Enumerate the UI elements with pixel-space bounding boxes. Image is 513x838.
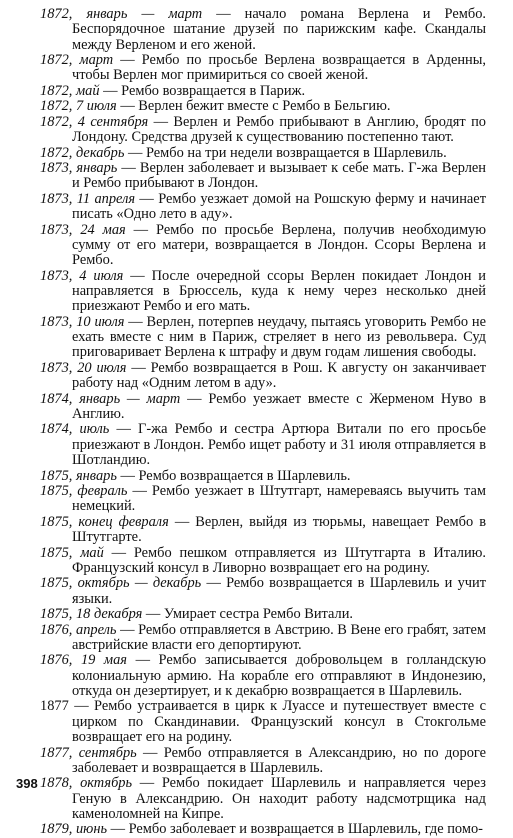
entry-text: — Рембо уезжает домой на Рошскую ферму и начинает писать «Одно лето в аду». (72, 190, 486, 223)
entry-date: 1872, декабрь (40, 144, 125, 161)
entry-date: 1879, июнь (40, 821, 108, 838)
entry-text: — Г-жа Рембо и сестра Артюра Витали по его просьбе приезжают в Лондон. Рембо ищет работу и 31 июля отправляется в Шотландию. (72, 421, 486, 469)
chronology-entry (40, 146, 486, 161)
entry-text: — Верлен заболевает и вызывает к себе мать. Г-жа Верлен и Рембо прибывают в Лондон. (72, 160, 486, 192)
entry-date: 1875, май (40, 544, 104, 561)
entry-date: 1875, январь (40, 467, 117, 484)
entry-date: 1876, апрель (40, 621, 117, 638)
chronology-entry (40, 84, 486, 99)
entry-date: 1875, конец февраля (40, 513, 169, 530)
chronology-entry (40, 484, 486, 515)
chronology-entry (40, 699, 486, 745)
entry-text: — Рембо покидает Шарлевиль и направляется через Геную в Александрию. Он находит работу надсмотрщика над каменоломней на Кипре. (72, 775, 486, 822)
entry-text: — Рембо возвращается в Рош. К августу он заканчивает работу над «Одним летом в аду». (72, 359, 487, 392)
entry-text: — начало романа Верлена и Рембо. Беспорядочное шатание друзей по парижским кафе. Скандалы между Верленом и его женой. (72, 6, 486, 53)
chronology-entry (40, 546, 486, 577)
entry-date: 1872, 7 июля (40, 98, 117, 115)
chronology-entry (40, 515, 486, 546)
entry-text: — Рембо пешком отправляется из Штутгарта в Италию. Французский консул в Ливорно возвращает его на родину. (72, 544, 486, 576)
entry-date: 1872, март (40, 52, 114, 69)
chronology-entry (40, 746, 486, 777)
chronology-entry (40, 623, 486, 654)
chronology-entry (40, 53, 486, 84)
chronology-entry (40, 223, 486, 269)
chronology-entry (40, 392, 486, 423)
entry-date: 1876, 19 мая (40, 652, 127, 669)
entry-text: — Умирает сестра Рембо Витали. (142, 606, 354, 623)
entry-text: — Рембо возвращается в Шарлевиль. (116, 467, 351, 484)
entry-text: — Верлен, выйдя из тюрьмы, навещает Рембо в Штутгарте. (72, 513, 486, 546)
entry-date: 1874, июль (40, 421, 110, 438)
entry-date: 1875, октябрь — декабрь (40, 575, 202, 592)
chronology-entry (40, 361, 486, 392)
chronology-entry (40, 192, 486, 223)
chronology-list (40, 7, 486, 838)
entry-text: — Рембо на три недели возвращается в Шарлевиль. (124, 144, 447, 161)
entry-text: — Рембо уезжает в Штутгарт, намереваясь выучить там немецкий. (72, 483, 486, 515)
entry-text: — Верлен, потерпев неудачу, пытаясь уговорить Рембо не ехать вместе с ним в Париж, стреляет в него из револьвера. Суд приговаривает Верлена к штрафу и двум годам лишения свободы. (72, 313, 486, 361)
entry-date: 1875, 18 декабря (40, 606, 143, 623)
chronology-entry (40, 7, 486, 53)
chronology-entry (40, 161, 486, 192)
entry-date: 1877, сентябрь (40, 744, 137, 761)
chronology-entry (40, 653, 486, 699)
chronology-entry (40, 576, 486, 607)
entry-text: — После очередной ссоры Верлен покидает Лондон и направляется в Брюссель, куда к нему через несколько дней приезжают Рембо и его мать. (72, 267, 487, 315)
entry-text: — Рембо возвращается в Шарлевиль и учит языки. (72, 575, 486, 607)
chronology-entry (40, 269, 486, 315)
entry-text: 1877 — Рембо устраивается в цирк к Луассе и путешествует вместе с цирком по Скандинавии. Французский консул в Стокгольме возвращает его на родину. (40, 698, 486, 746)
chronology-entry (40, 315, 486, 361)
entry-text: — Рембо заболевает и возвращается в Шарлевиль, где помо- (107, 821, 483, 838)
entry-text: — Верлен бежит вместе с Рембо в Бельгию. (116, 98, 391, 115)
entry-text: — Рембо записывается добровольцем в голландскую колониальную армию. На корабле его отправляют в Индонезию, откуда он дезертирует, и к декабрю возвращается в Шарлевиль. (72, 652, 486, 699)
entry-date: 1873, 10 июля (40, 313, 125, 330)
entry-date: 1874, январь — март (40, 390, 181, 407)
entry-date: 1873, 4 июля (40, 267, 124, 284)
chronology-entry (40, 469, 486, 484)
chronology-entry (40, 422, 486, 468)
entry-date: 1872, январь — март (40, 6, 203, 22)
entry-text: — Рембо по просьбе Верлена возвращается в Арденны, чтобы Верлен мог примириться со своей женой. (72, 52, 487, 84)
chronology-entry (40, 99, 486, 114)
entry-text: — Рембо уезжает вместе с Жерменом Нуво в Англию. (72, 390, 486, 422)
entry-text: — Рембо отправляется в Австрию. В Вене его грабят, затем австрийские власти его депортируют. (72, 621, 486, 653)
entry-date: 1872, 4 сентября (40, 113, 149, 130)
entry-date: 1873, 24 мая (40, 221, 126, 238)
page-number: 398 (16, 776, 38, 791)
entry-text: — Рембо возвращается в Париж. (99, 82, 306, 99)
entry-date: 1875, февраль (40, 483, 128, 500)
entry-date: 1873, 20 июля (40, 359, 127, 376)
entry-date: 1872, май (40, 82, 100, 99)
chronology-entry (40, 607, 486, 622)
entry-date: 1878, октябрь (40, 775, 133, 792)
chronology-entry (40, 822, 486, 837)
entry-date: 1873, 11 апреля (40, 190, 136, 207)
entry-text: — Рембо отправляется в Александрию, но по дороге заболевает и возвращается в Шарлевиль. (72, 744, 486, 776)
chronology-entry (40, 115, 486, 146)
chronology-entry (40, 776, 486, 822)
entry-text: — Рембо по просьбе Верлена, получив необходимую сумму от его матери, возвращается в Лондон. Ссоры Верлена и Рембо. (72, 221, 486, 269)
entry-text: — Верлен и Рембо прибывают в Англию, бродят по Лондону. Средства друзей к существованию постепенно тают. (72, 113, 486, 146)
entry-date: 1873, январь (40, 160, 118, 177)
